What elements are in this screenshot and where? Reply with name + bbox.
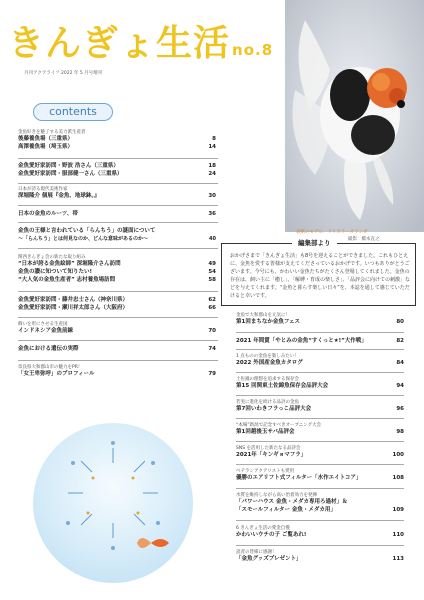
toc-title: インドネシア金魚前線 (18, 328, 73, 334)
toc-line[interactable] (18, 170, 216, 178)
toc-category: 1 点ものの金魚を楽しみたい！ (236, 354, 299, 359)
toc-entry (236, 549, 404, 563)
toc-line[interactable] (236, 531, 404, 539)
divider (236, 441, 404, 442)
toc-title: 日本の金魚のルーツ、帯 (18, 211, 78, 217)
toc-page: 79 (208, 371, 216, 377)
toc-entry (236, 468, 404, 482)
toc-line[interactable] (18, 327, 216, 335)
toc-entry (18, 129, 216, 151)
toc-entry (236, 312, 404, 326)
toc-title: 第1回越後玉サバ品評会 (236, 429, 295, 435)
toc-title: かわいいウチの子 ご覧あれ! (236, 532, 307, 538)
editor-note-body: おかげさまで「きんぎょ生活」も8号を迎えることができました。これもひとえに、金魚を愛する皆様が支えてくださっているおかげです。いつもありがとうございます。今号にも、かわいい金魚たちがたくさん登場してくれました。金魚の存在は、飼い主に「癒し」、「解縛・育成の楽しさ」、「品評会に向けての刺激」などを与えてくれます。“金魚と暮らす楽しい日々”を、本誌を通して感じていただけると幸いです。 (230, 253, 411, 299)
magazine-title-text: きんぎょ生活 (8, 23, 231, 64)
toc-title: “大人気の金魚生産者” 志村養魚場訪問 (18, 277, 116, 283)
toc-title: 金魚の讃に知ついて知りたい! (18, 269, 93, 275)
toc-title: 深堀隆介 個展『金魚、地球鉢。』 (18, 193, 100, 199)
toc-entry (18, 162, 216, 178)
toc-category: 金魚好きを魅了する美力派生産者 (18, 130, 86, 135)
toc-entry (18, 364, 216, 378)
toc-line[interactable] (18, 192, 216, 200)
toc-page: 113 (392, 556, 404, 562)
toc-entry (18, 254, 216, 284)
toc-line[interactable] (18, 210, 216, 218)
toc-entry (236, 353, 404, 367)
toc-category: 水質を維持しながら高い治着効力を発揮 (236, 493, 317, 498)
toc-page: 84 (396, 360, 404, 366)
toc-line[interactable] (236, 428, 404, 436)
toc-category: 奈良県大和郡山市の魅力をPR！ (18, 365, 83, 370)
magazine-title (8, 23, 274, 64)
toc-title: 優勝のエアリフト式フィルター「水作エイトコア」 (236, 475, 362, 481)
toc-page: 49 (208, 261, 216, 267)
toc-category: 日本が誇る現代美術作家 (18, 187, 68, 192)
toc-entry (18, 227, 216, 243)
toc-page: 18 (208, 163, 216, 169)
cover-photo (285, 0, 424, 232)
divider (236, 464, 404, 465)
toc-line[interactable] (18, 345, 216, 353)
toc-line[interactable] (18, 296, 216, 304)
toc-line[interactable] (236, 405, 404, 413)
toc-line[interactable] (18, 162, 216, 170)
toc-line[interactable] (18, 235, 216, 243)
divider (236, 372, 404, 373)
toc-category: 金魚で大和郡山を元気に！ (236, 313, 290, 318)
toc-title: 金魚愛好家訪問・野波 浩さん（三重県） (18, 163, 119, 169)
divider (18, 158, 218, 159)
toc-page: 74 (208, 346, 216, 352)
toc-page: 100 (392, 452, 404, 458)
toc-entry (236, 422, 404, 436)
toc-line[interactable] (236, 474, 404, 482)
toc-line[interactable] (18, 268, 216, 276)
toc-title: 2021年「キンギョマフラ」 (236, 452, 307, 458)
toc-entry (236, 492, 404, 514)
divider (236, 418, 404, 419)
toc-line[interactable] (18, 135, 216, 143)
toc-title: 「金魚グッズプレゼント」 (236, 556, 302, 562)
toc-page: 40 (209, 236, 216, 242)
toc-page: 94 (396, 383, 404, 389)
toc-entry (18, 210, 216, 218)
toc-category: 土佐錦の理想を追求する保存会 (236, 377, 299, 382)
toc-page: 58 (208, 277, 216, 283)
divider (18, 183, 218, 184)
toc-page: 80 (396, 319, 404, 325)
photo-caption: 表紙のモデル：ドリカラーオランダ (296, 230, 368, 235)
toc-category: 若実に進化を続ける品評の金魚 (236, 400, 299, 405)
divider (236, 488, 404, 489)
photo-credit: 撮影：橋本直之 (348, 237, 380, 242)
toc-line[interactable] (18, 143, 216, 151)
toc-entry (236, 445, 404, 459)
toc-entry (18, 321, 216, 335)
toc-entry (236, 376, 404, 390)
toc-line[interactable] (18, 370, 216, 378)
toc-line[interactable] (236, 382, 404, 390)
toc-line[interactable] (236, 359, 404, 367)
toc-entry (236, 399, 404, 413)
toc-title: 第7回いわきフラっこ品評大会 (236, 406, 312, 412)
toc-line[interactable] (236, 498, 404, 506)
editor-note-heading: 編集部より (292, 238, 337, 247)
decorative-fireworks-illustration (33, 423, 193, 583)
fireworks-icon (33, 423, 193, 583)
toc-line[interactable] (236, 451, 404, 459)
toc-page: 62 (208, 297, 216, 303)
divider (236, 332, 404, 333)
toc-entry (236, 337, 404, 345)
divider (18, 205, 218, 206)
toc-line[interactable] (18, 276, 216, 284)
toc-entry (18, 345, 216, 353)
toc-line[interactable] (236, 555, 404, 563)
toc-page: 82 (396, 338, 404, 344)
toc-line[interactable] (236, 337, 404, 345)
toc-title: 〜「らんちう」とは何見なのか、どんな意味があるのか〜 (18, 236, 149, 242)
toc-page: 66 (208, 305, 216, 311)
toc-page: 70 (208, 328, 216, 334)
divider (236, 395, 404, 396)
toc-title: 「スモールフィルター 金魚・メダカ用」 (236, 507, 336, 513)
toc-page: 109 (392, 507, 404, 513)
divider (18, 222, 218, 223)
divider (18, 248, 218, 249)
toc-page: 36 (208, 211, 216, 217)
toc-title: 2021 年間賞「やとみの金魚“すくっと★!”大作戦」 (236, 338, 367, 344)
toc-title: 第1回まちなか金魚フェス (236, 319, 301, 325)
toc-page: 54 (208, 269, 216, 275)
toc-page: 14 (208, 144, 216, 150)
toc-title: 金魚における遺伝の実際 (18, 346, 79, 352)
divider (236, 349, 404, 350)
divider (18, 340, 218, 341)
divider (236, 545, 404, 546)
toc-title: 金魚愛好家訪問・服部健一さん（三重県） (18, 171, 123, 177)
toc-line[interactable] (18, 227, 216, 235)
magazine-subtitle: 月刊アクアライフ 2022 年 5 月号増刊 (24, 71, 103, 76)
toc-entry (18, 296, 216, 312)
toc-title: 後藤養魚場（三重県） (18, 136, 74, 142)
toc-line[interactable] (236, 318, 404, 326)
toc-title: 金魚の王様と言われている「らんちう」の謎面について (18, 228, 156, 234)
toc-title: 「女王卑弥呼」のプロフィール (18, 371, 95, 377)
divider (236, 520, 404, 521)
divider (18, 317, 218, 318)
toc-page: 98 (396, 429, 404, 435)
issue-number: no.8 (232, 41, 274, 59)
toc-page: 30 (208, 193, 216, 199)
toc-line[interactable] (18, 304, 216, 312)
toc-page: 24 (208, 171, 216, 177)
toc-page: 110 (392, 532, 404, 538)
toc-category: SNS を活用した新たなる品評会 (236, 446, 301, 451)
toc-title: “日本が誇る金魚絵師” 深堀隆介さん訪問 (18, 261, 121, 267)
toc-entry (236, 525, 404, 539)
toc-category: 飾いを形にさせる生産国 (18, 322, 68, 327)
toc-page: 96 (396, 406, 404, 412)
toc-title: 第15 回関東土佐錦魚保存会品評大会 (236, 383, 329, 389)
toc-page: 8 (212, 136, 216, 142)
toc-line[interactable] (18, 260, 216, 268)
toc-entry (18, 186, 216, 200)
toc-title: 「パワーハウス 金魚・メダカ専用ろ過材」＆ (236, 499, 348, 505)
toc-title: 2022 外国産金魚カタログ (236, 360, 303, 366)
toc-line[interactable] (236, 506, 404, 514)
toc-category: 関西きんぎょ会の新たな取り組み (18, 255, 86, 260)
toc-category: “本場”新潟で記念すべきオーブニング大会 (236, 423, 322, 428)
toc-page: 108 (392, 475, 404, 481)
toc-category: ベテランアクアリストも愛用 (236, 469, 295, 474)
divider (18, 291, 218, 292)
toc-title: 金魚愛好家訪問・瀬川祥太郎さん（大阪府） (18, 305, 129, 311)
divider (18, 360, 218, 361)
toc-category: 6 きんぎょ生活の愛金自慢 (236, 526, 290, 531)
toc-title: 金魚愛好家訪問・藤井忠士さん（神奈川県） (18, 297, 129, 303)
contents-heading: contents (33, 103, 113, 121)
toc-title: 高澤養魚場（埼玉県） (18, 144, 74, 150)
toc-category: 読者の皆様に感謝！ (236, 550, 277, 555)
goldfish-illustration (285, 0, 424, 232)
